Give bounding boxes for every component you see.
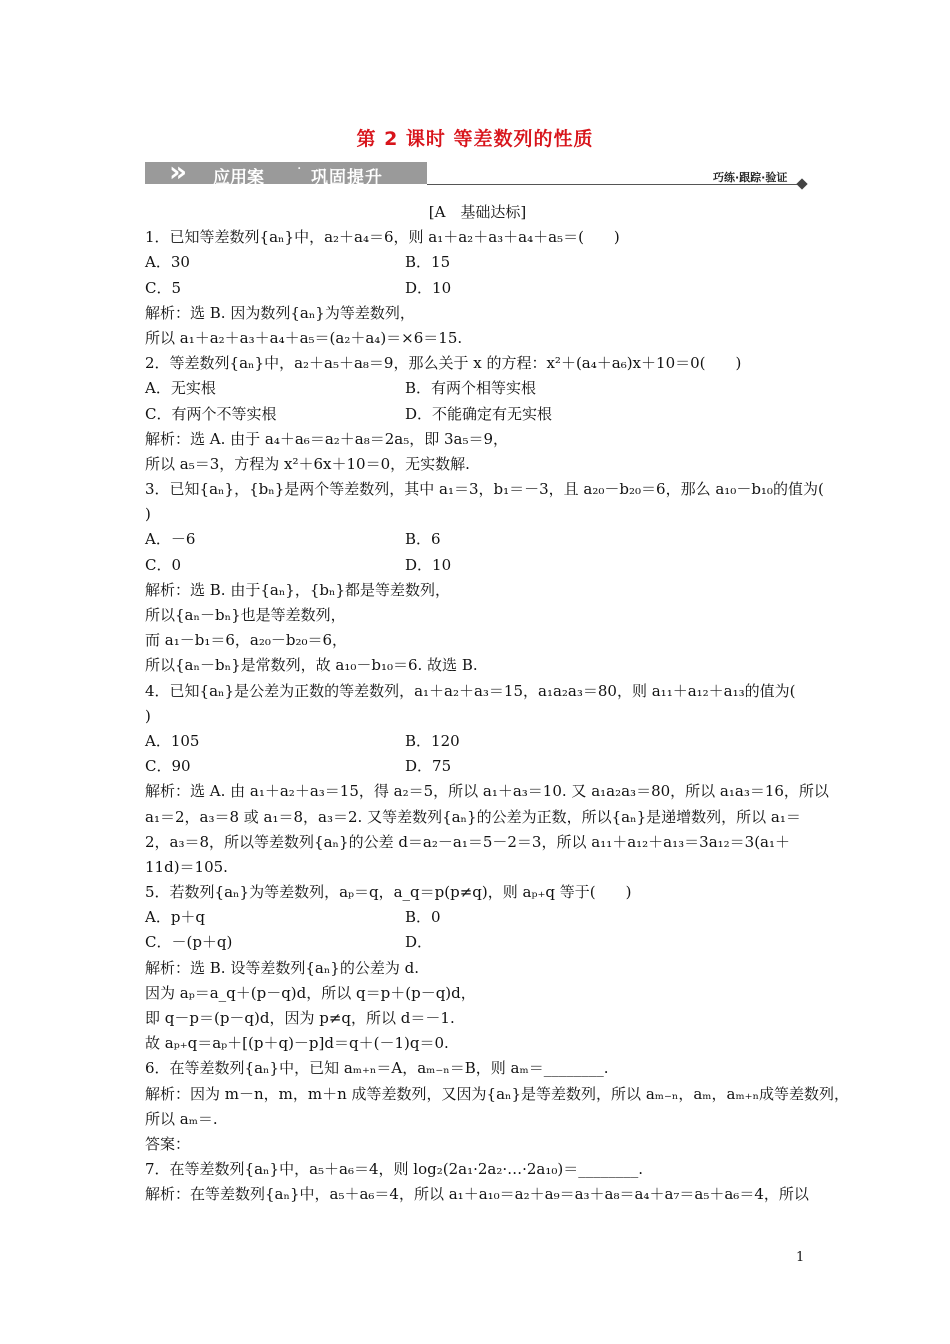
banner-label-right: 巧练·跟踪·验证 xyxy=(713,171,788,184)
banner-bar xyxy=(145,162,427,184)
text-line xyxy=(145,1107,810,1132)
line-text: 因为 aₚ＝a_q＋(p－q)d，所以 q＝p＋(p－q)d， xyxy=(145,983,476,1002)
option-right: D．10 xyxy=(405,278,452,297)
text-line xyxy=(145,981,810,1006)
line-text: 所以 a₅＝3，方程为 x²＋6x＋10＝0，无实数解. xyxy=(145,454,470,473)
text-line xyxy=(145,1082,850,1107)
text-line xyxy=(145,402,810,427)
line-text: 1．已知等差数列{aₙ}中，a₂＋a₄＝6，则 a₁＋a₂＋a₃＋a₄＋a₅＝( ) xyxy=(145,228,620,247)
line-text: 解析：在等差数列{aₙ}中，a₅＋a₆＝4，所以 a₁＋a₁₀＝a₂＋a₉＝a₃＋a₈＝a₄＋a₇＝a₅＋a₆＝4，所以 xyxy=(145,1185,809,1204)
option-right: D．75 xyxy=(405,757,452,776)
line-text: C．0 xyxy=(145,555,182,574)
option-right: B．15 xyxy=(405,253,451,272)
line-text: 解析：选 A. 由 a₁＋a₂＋a₃＝15，得 a₂＝5，所以 a₁＋a₃＝10. 又 a₁a₂a₃＝80，所以 a₁a₃＝16，所以 xyxy=(145,782,829,801)
chevron-right-icon: » xyxy=(169,155,180,188)
line-text: 解析：选 B. 设等差数列{aₙ}的公差为 d. xyxy=(145,958,419,977)
line-text: 解析：选 B. 由于{aₙ}，{bₙ}都是等差数列， xyxy=(145,580,451,599)
line-text: 所以{aₙ－bₙ}是常数列，故 a₁₀－b₁₀＝6. 故选 B. xyxy=(145,656,478,675)
line-text: 所以 a₁＋a₂＋a₃＋a₄＋a₅＝(a₂＋a₄)＝×6＝15. xyxy=(145,328,463,347)
option-right: B．有两个相等实根 xyxy=(405,379,537,398)
text-line xyxy=(145,200,810,225)
text-line xyxy=(145,930,810,955)
diamond-icon xyxy=(796,178,807,189)
line-text: 5．若数列{aₙ}为等差数列，aₚ＝q，a_q＝p(p≠q)，则 aₚ₊q 等于( ) xyxy=(145,883,632,902)
text-line xyxy=(145,830,810,855)
text-line xyxy=(145,376,810,401)
line-text: 4．已知{aₙ}是公差为正数的等差数列，a₁＋a₂＋a₃＝15，a₁a₂a₃＝80，则 a₁₁＋a₁₂＋a₁₃的值为( xyxy=(145,681,796,700)
text-line xyxy=(145,880,810,905)
line-text: A．30 xyxy=(145,253,190,272)
text-line xyxy=(145,1132,810,1157)
line-text: A．p＋q xyxy=(145,908,206,927)
line-text: 3．已知{aₙ}，{bₙ}是两个等差数列，其中 a₁＝3，b₁＝－3，且 a₂₀－b₂₀＝6，那么 a₁₀－b₁₀的值为( xyxy=(145,480,824,499)
line-text: 2，a₃＝8，所以等差数列{aₙ}的公差 d＝a₂－a₁＝5－2＝3，所以 a₁₁＋a₁₂＋a₁₃＝3a₁₂＝3(a₁＋ xyxy=(145,832,791,851)
line-text: [A 基础达标] xyxy=(428,203,527,221)
line-text: 所以{aₙ－bₙ}也是等差数列， xyxy=(145,606,346,624)
text-line xyxy=(145,754,810,779)
line-text: 解析：因为 m－n，m，m＋n 成等差数列，又因为{aₙ}是等差数列，所以 aₘ₋ₙ，aₘ，aₘ₊ₙ成等差数列， xyxy=(145,1084,850,1103)
line-text: C．5 xyxy=(145,278,182,297)
line-text: A．无实根 xyxy=(145,379,216,398)
text-line xyxy=(145,452,810,477)
line-text: 7．在等差数列{aₙ}中，a₅＋a₆＝4，则 log₂(2a₁·2a₂·…·2a₁₀)＝________. xyxy=(145,1160,644,1179)
banner-separator: · xyxy=(297,161,302,177)
line-text: 11d)＝105. xyxy=(145,857,228,876)
page-title: 第 2 课时 等差数列的性质 xyxy=(356,128,594,150)
text-line xyxy=(145,477,824,502)
line-text: 解析：选 A. 由于 a₄＋a₆＝a₂＋a₈＝2a₅，即 3a₅＝9， xyxy=(145,429,509,448)
text-line xyxy=(145,1006,810,1031)
text-line xyxy=(145,855,810,880)
line-text: C．90 xyxy=(145,757,191,776)
line-text: a₁＝2，a₃＝8 或 a₁＝8，a₃＝2. 又等差数列{aₙ}的公差为正数，所以{aₙ}是递增数列，所以 a₁＝ xyxy=(145,807,801,826)
text-line xyxy=(145,351,810,376)
section-banner xyxy=(145,155,810,188)
text-line xyxy=(145,326,810,351)
line-text: 6．在等差数列{aₙ}中，已知 aₘ₊ₙ＝A，aₘ₋ₙ＝B，则 aₘ＝________. xyxy=(145,1059,609,1078)
option-right: B．0 xyxy=(405,908,441,927)
line-text: 而 a₁－b₁＝6，a₂₀－b₂₀＝6， xyxy=(145,631,348,650)
line-text: 所以 aₘ＝. xyxy=(145,1109,218,1128)
text-line xyxy=(145,301,810,326)
line-text: C．－(p＋q) xyxy=(145,933,233,952)
line-text: ) xyxy=(145,706,151,725)
text-line xyxy=(145,553,810,578)
line-text: 2．等差数列{aₙ}中，a₂＋a₅＋a₈＝9，那么关于 x 的方程：x²＋(a₄＋a₆)x＋10＝0( ) xyxy=(145,354,742,373)
line-text: 答案： xyxy=(145,1134,191,1153)
text-line xyxy=(145,905,810,930)
text-line xyxy=(145,653,810,678)
text-line xyxy=(145,1056,810,1081)
line-text: ) xyxy=(145,505,151,524)
page-number: 1 xyxy=(796,1250,805,1265)
document-body xyxy=(145,200,850,1208)
option-right: D． xyxy=(405,933,433,952)
option-right: D．10 xyxy=(405,555,452,574)
option-right: B．6 xyxy=(405,530,441,549)
line-text: C．有两个不等实根 xyxy=(145,404,277,423)
text-line xyxy=(145,527,810,552)
text-line xyxy=(145,427,810,452)
text-line xyxy=(145,779,829,804)
text-line xyxy=(145,502,810,527)
banner-label-left: 应用案 xyxy=(213,168,264,188)
text-line xyxy=(145,578,810,603)
text-line xyxy=(145,276,810,301)
option-right: D．不能确定有无实根 xyxy=(405,404,553,423)
text-line xyxy=(145,1182,810,1207)
option-right: B．120 xyxy=(405,731,460,750)
text-line xyxy=(145,1157,810,1182)
text-line xyxy=(145,704,810,729)
line-text: 解析：选 B. 因为数列{aₙ}为等差数列， xyxy=(145,303,415,322)
line-text: A．－6 xyxy=(145,530,196,549)
line-text: 故 aₚ₊q＝aₚ＋[(p＋q)－p]d＝q＋(－1)q＝0. xyxy=(145,1034,449,1053)
text-line xyxy=(145,679,810,704)
text-line xyxy=(145,628,810,653)
line-text: A．105 xyxy=(145,731,200,750)
text-line xyxy=(145,250,810,275)
text-line xyxy=(145,805,810,830)
text-line xyxy=(145,225,810,250)
text-line xyxy=(145,729,810,754)
text-line xyxy=(145,1031,810,1056)
line-text: 即 q－p＝(p－q)d，因为 p≠q，所以 d＝－1. xyxy=(145,1009,455,1027)
text-line xyxy=(145,603,810,628)
banner-label-mid: 巩固提升 xyxy=(311,168,383,188)
text-line xyxy=(145,956,810,981)
